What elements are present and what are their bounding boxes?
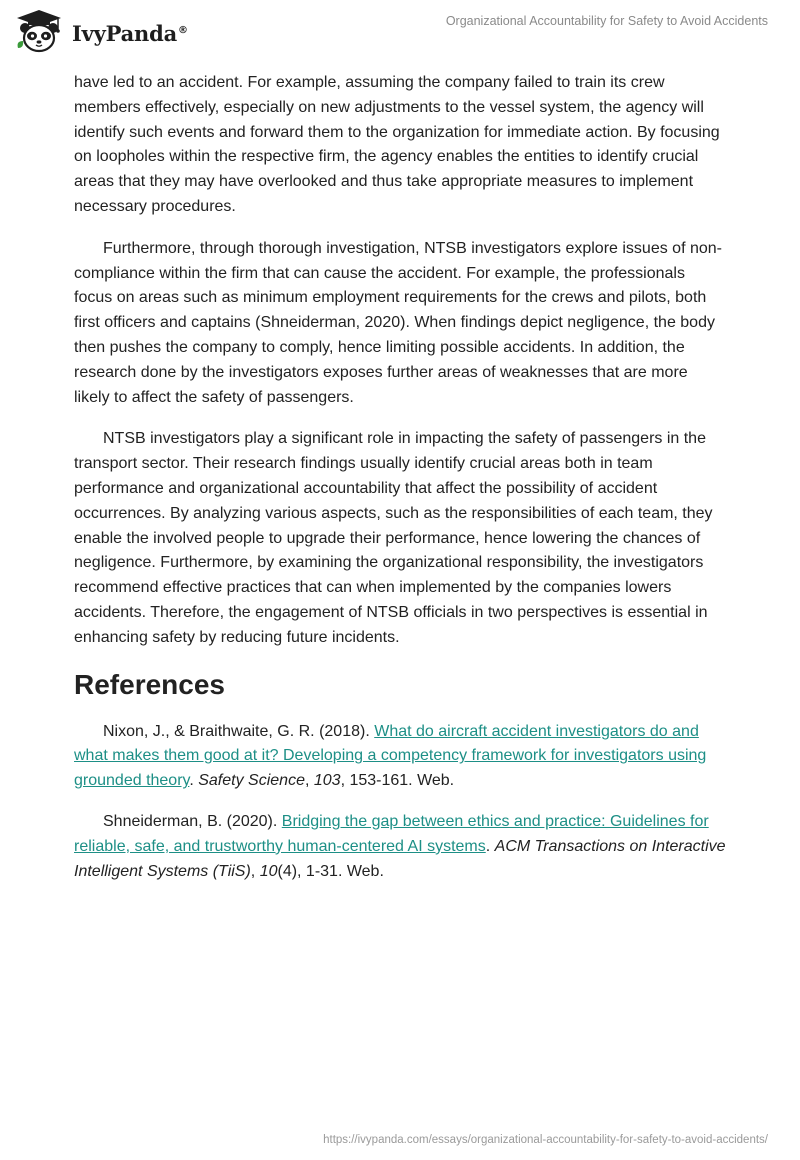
paragraph: NTSB investigators play a significant role in impacting the safety of passengers in the transport sector. Their research findings usually identify crucial areas both in team performance and organizational accountability that affect the possibility of accident occurrences. By analyzing various aspects, such as the responsibilities of each team, they enable the involved people to upgrade their performance, hence lowering the chances of negligence. Furthermore, by examining the organizational responsibility, the investigators recommend effective practices that can when implemented by the companies lowers accidents. Therefore, the engagement of NTSB officials in two perspectives is essential in enhancing safety by reducing future incidents. xyxy=(74,430,713,646)
reference-pages: , 153-161. Web. xyxy=(340,772,455,790)
reference-punct: , xyxy=(304,772,314,790)
footer-url[interactable]: https://ivypanda.com/essays/organizational-accountability-for-safety-to-avoid-accidents/ xyxy=(323,1134,768,1146)
reference-journal: ACM Transactions on Interactive Intelligent Systems (TiiS) xyxy=(74,837,726,880)
page-header xyxy=(0,0,800,60)
reference-volume: 10 xyxy=(259,862,278,880)
reference-volume: 103 xyxy=(313,772,341,790)
reference-link[interactable]: What do aircraft accident investigators do and what makes them good at it? Developing a competency framework for investigators using grounded theory xyxy=(74,722,707,790)
reference-punct: . xyxy=(189,772,199,790)
paragraph-continued: have led to an accident. For example, assuming the company failed to train its crew members effectively, especially on new adjustments to the vessel system, the agency will identify such events and forward them to the organization for immediate action. By focusing on loopholes within the respective firm, the agency enables the entities to identify crucial areas that they may have overlooked and thus take appropriate measures to implement necessary procedures. xyxy=(74,74,720,215)
document-title: Organizational Accountability for Safety to Avoid Accidents xyxy=(445,14,768,28)
reference-authors: Shneiderman, B. (2020). xyxy=(103,812,282,830)
panda-logo-icon xyxy=(14,8,64,54)
reference-punct: . xyxy=(485,837,495,855)
reference-pages: (4), 1-31. Web. xyxy=(277,862,384,880)
references-heading: References xyxy=(74,668,225,700)
essay-content xyxy=(74,71,726,900)
reference-journal: Safety Science xyxy=(198,772,305,790)
reference-punct: , xyxy=(250,862,260,880)
logo-text: IvyPanda® xyxy=(72,20,188,46)
paragraph: Furthermore, through thorough investigation, NTSB investigators explore issues of non-compliance within the firm that can cause the accident. For example, the professionals focus on areas such as minimum employment requirements for the crews and pilots, both first officers and captains (Shneiderman, 2020). When findings depict negligence, the body then pushes the company to comply, hence limiting possible accidents. In addition, the research done by the investigators exposes further areas of weaknesses that are more likely to affect the safety of passengers. xyxy=(74,239,722,406)
reference-item xyxy=(74,720,726,794)
reference-item xyxy=(74,810,726,884)
logo[interactable] xyxy=(14,8,188,54)
registered-mark: ® xyxy=(178,24,188,36)
reference-link[interactable]: Bridging the gap between ethics and practice: Guidelines for reliable, safe, and trustworthy human-centered AI systems xyxy=(74,812,709,855)
reference-authors: Nixon, J., & Braithwaite, G. R. (2018). xyxy=(103,722,375,740)
